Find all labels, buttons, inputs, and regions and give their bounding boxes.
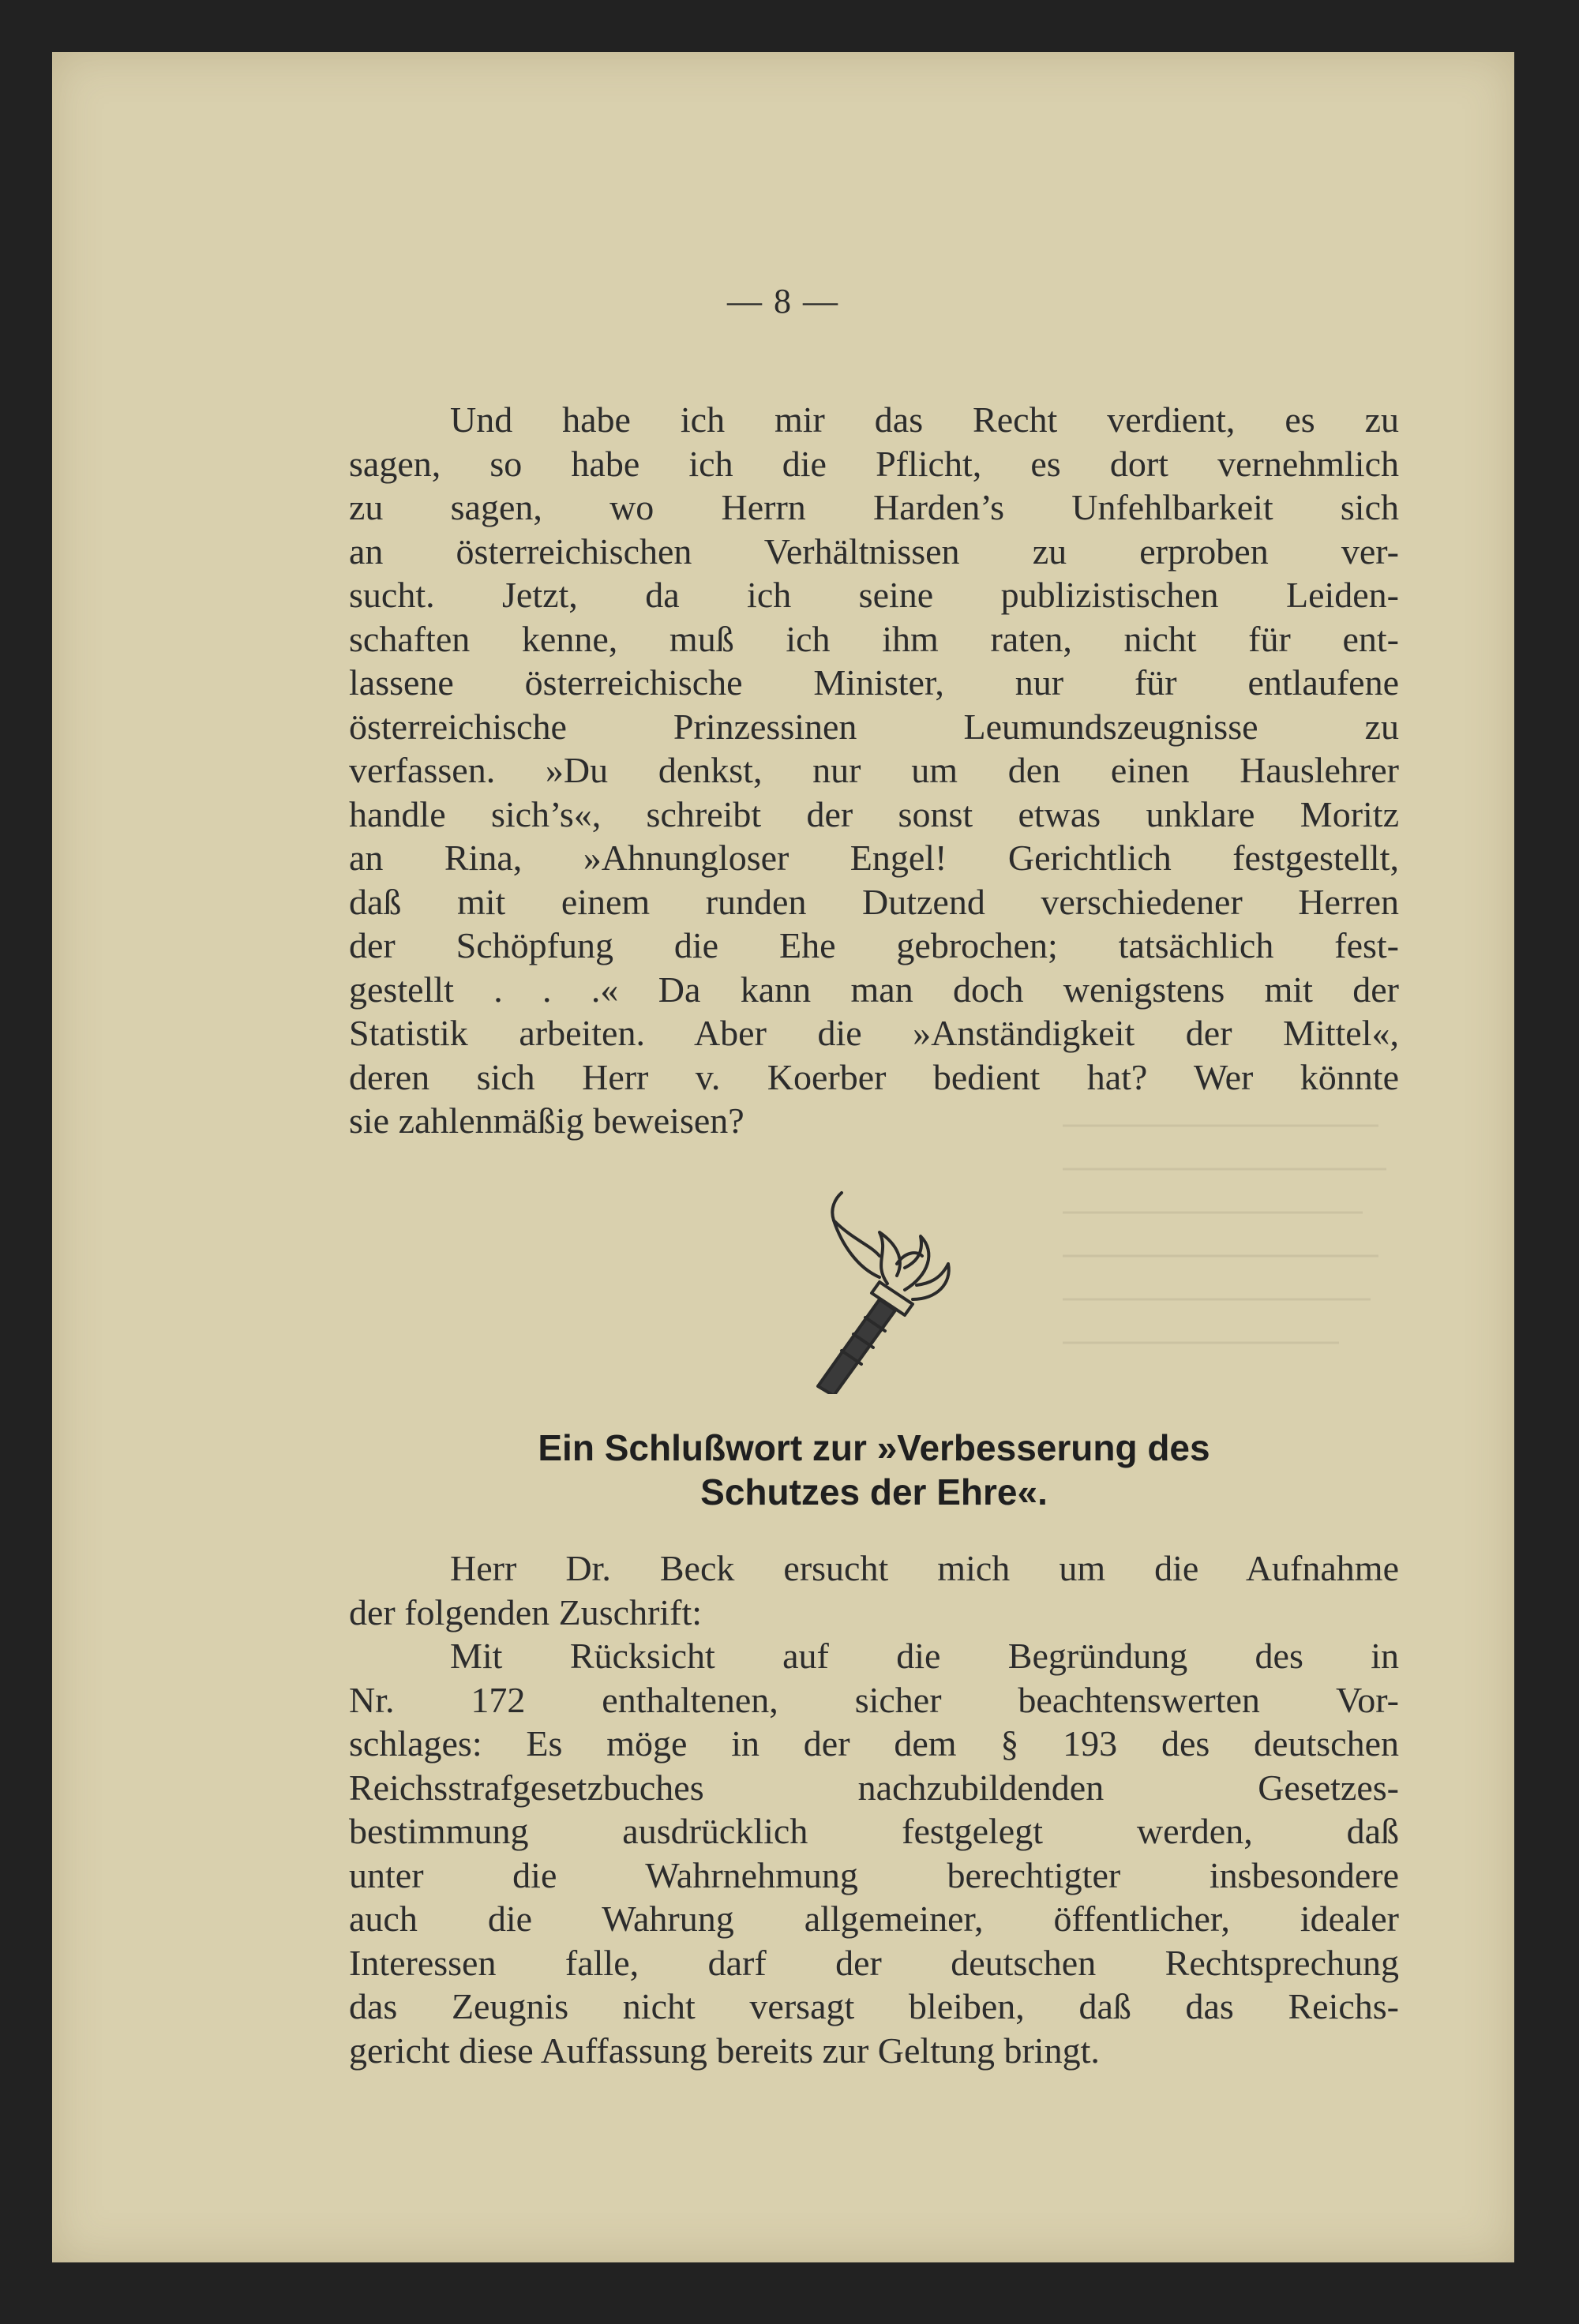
torch-icon: [786, 1189, 960, 1394]
text-line: handle sich’s«, schreibt der sonst etwas unklare Moritz: [349, 793, 1399, 834]
text-line: der folgenden Zuschrift:: [349, 1591, 703, 1632]
text-line: schaften kenne, muß ich ihm raten, nicht für ent-: [349, 618, 1399, 659]
text-line: zu sagen, wo Herrn Harden’s Unfehlbarkeit sich: [349, 487, 1399, 527]
text-line: verfassen. »Du denkst, nur um den einen Hauslehrer: [349, 750, 1399, 790]
text-line: gericht diese Auffassung bereits zur Geltung bringt.: [349, 2030, 1100, 2071]
text-line: bestimmung ausdrücklich festgelegt werden, daß: [349, 1811, 1399, 1851]
text-line: Und habe ich mir das Recht verdient, es zu: [450, 399, 1399, 440]
text-line: das Zeugnis nicht versagt bleiben, daß das Reichs-: [349, 1986, 1399, 2026]
heading-line: Schutzes der Ehre«.: [700, 1471, 1048, 1512]
text-line: Reichsstrafgesetzbuches nachzubildenden Gesetzes-: [349, 1767, 1399, 1808]
text-line: lassene österreichische Minister, nur für entlaufene: [349, 662, 1399, 703]
text-line: deren sich Herr v. Koerber bedient hat? Wer könnte: [349, 1056, 1399, 1097]
text-line: daß mit einem runden Dutzend verschiedener Herren: [349, 881, 1399, 922]
page-number: — 8 —: [727, 282, 839, 320]
text-line: unter die Wahrnehmung berechtigter insbesondere: [349, 1854, 1399, 1895]
body-paragraph-2: [349, 1546, 1399, 2072]
text-line: Nr. 172 enthaltenen, sicher beachtenswerten Vor-: [349, 1679, 1399, 1720]
text-line: auch die Wahrung allgemeiner, öffentlicher, idealer: [349, 1899, 1399, 1939]
text-line: sucht. Jetzt, da ich seine publizistischen Leiden-: [349, 575, 1399, 615]
body-paragraph-1: [349, 398, 1399, 1143]
text-line: schlages: Es möge in der dem § 193 des deutschen: [349, 1723, 1399, 1764]
text-line: österreichische Prinzessinen Leumundszeugnisse zu: [349, 706, 1399, 747]
show-through-lines: [1063, 1110, 1394, 1394]
text-line: an österreichischen Verhältnissen zu erproben ver-: [349, 530, 1399, 572]
text-line: Interessen falle, darf der deutschen Rechtsprechung: [349, 1942, 1399, 1983]
text-line: Herr Dr. Beck ersucht mich um die Aufnahme: [450, 1548, 1399, 1588]
text-line: gestellt . . .« Da kann man doch wenigstens mit der: [349, 969, 1399, 1010]
text-line: sie zahlenmäßig beweisen?: [349, 1100, 744, 1141]
text-line: der Schöpfung die Ehe gebrochen; tatsächlich fest-: [349, 925, 1399, 965]
text-line: an Rina, »Ahnungloser Engel! Gerichtlich festgestellt,: [349, 838, 1399, 878]
text-line: sagen, so habe ich die Pflicht, es dort vernehmlich: [349, 443, 1399, 484]
document-page: [52, 52, 1514, 2262]
section-heading: [349, 1426, 1399, 1514]
text-line: Statistik arbeiten. Aber die »Anständigkeit der Mittel«,: [349, 1013, 1399, 1053]
heading-line: Ein Schlußwort zur »Verbesserung des: [538, 1427, 1210, 1468]
text-line: Mit Rücksicht auf die Begründung des in: [450, 1636, 1399, 1676]
